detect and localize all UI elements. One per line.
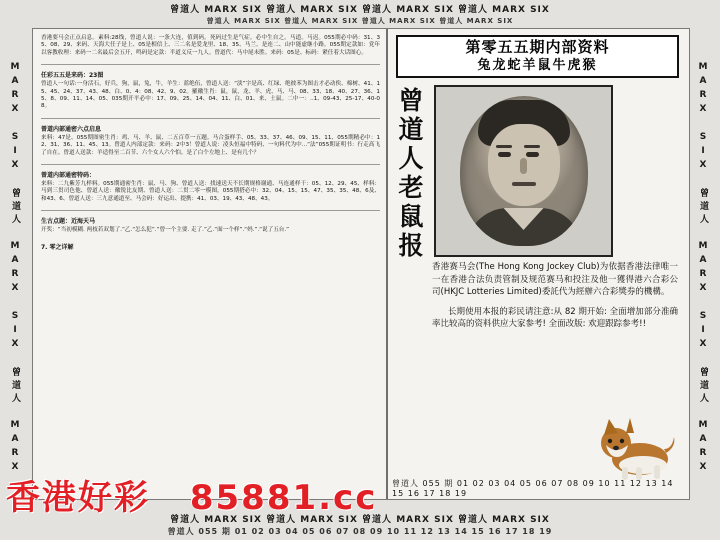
article-subheading-3: 曾道内部通密六点启息 — [41, 125, 102, 133]
content-panel — [32, 28, 690, 500]
headline-box — [396, 35, 679, 78]
article-subheading-2: 任彩五五是来码：23图 — [41, 72, 104, 80]
feature-paragraph-1: 香港赛马会(The Hong Kong Jockey Club)为依据香港法律唯一一在香港合法负责管制及规范赛马和投注及他一獲得港六合彩公司(HKJC Lotteries Limited)委託代为經辦六合彩獎券的機構。 — [432, 262, 678, 297]
feature-body-text — [432, 261, 678, 338]
article-column-left — [33, 29, 388, 499]
watermark-site-url: 85881.cc — [189, 478, 378, 518]
border-left-text: MARX SIX 曾道人 MARX SIX 曾道人 MARX — [10, 62, 20, 476]
portrait-nose — [520, 158, 527, 174]
article-subheading-4: 曾道内部通密特码： — [41, 172, 96, 180]
border-bottom-numbers: 曾道人 055 期 01 02 03 04 05 06 07 08 09 10 11 12 13 14 15 16 17 18 19 — [167, 527, 553, 536]
portrait-photo — [460, 96, 588, 246]
divider — [41, 164, 380, 165]
border-top-text-secondary: 曾道人 MARX SIX 曾道人 MARX SIX 曾道人 MARX SIX 曾道人 MARX SIX — [206, 17, 514, 25]
divider — [41, 210, 380, 211]
article-paragraph-5: 开奖：“当初模糊. 两枝若双划了.”乙.“怎么犯”.“曾一个主要. 走了.”乙.“面一个样”.“妈.”.“说了五台.” — [41, 227, 290, 234]
divider — [41, 118, 380, 119]
headline-line-2: 兔龙蛇羊鼠牛虎猴 — [477, 58, 598, 73]
border-right-text: MARX SIX 曾道人 MARX SIX 曾道人 MARX — [698, 62, 708, 476]
masthead-vertical-title: 曾道人老鼠报 — [395, 87, 424, 261]
portrait-brow-left — [496, 145, 512, 148]
border-bottom-text: 曾道人 MARX SIX 曾道人 MARX SIX 曾道人 MARX SIX 曾道人 MARX SIX — [170, 515, 550, 525]
corgi-dog-illustration — [596, 415, 678, 481]
feature-paragraph-2: 长期使用本报的彩民请注意:从 82 期开始: 全面增加部分准确率比较高的资料供应大家参考! 全面改版: 欢迎跟踪参考!! — [432, 306, 678, 329]
portrait-eye-left — [498, 152, 511, 157]
bottom-number-strip: 曾道人 055 期 01 02 03 04 05 06 07 08 09 10 11 12 13 14 15 16 17 18 19 — [392, 479, 674, 498]
article-paragraph-3: 来料：47是、055期图密生肖：鸡、马、羊、鼠、二五百草一五题。马合蛋样手、05、33、37、46、09、15、11、055期精必中：12、31、36、11、45、13。曾道人内部定款：来码：2中3！曾道人说：凌头恒福中特码、一句料代为中...“法”055期证明书：行走高飞了自在。曾道人送款：羊适得至二百节、六个女人六个怕。是了白个左地上、是有几个？ — [41, 134, 380, 156]
portrait-eye-right — [526, 152, 539, 157]
portrait-brow-right — [524, 145, 540, 148]
portrait-mouth — [512, 182, 536, 186]
article-paragraph-2: 曾道人一句话:一身活石，好兵，狗，鼠，兔，牛，羊生：蓝绝伍，曾道人送：“淡”字是高、红绿、绝彼苯为图击才必动俟、棉树、41、15、45、24、37、43、48、白、0、4：08、42、9、02。羅徽生肖：鼠，鼠，龙、羊、虎、马、马、08、33、18、40、27、36、15、8、09、11、14、05、035期开平必中：17、09、25、14、04、11、白、01、来、土鼠。二中一：..1、09-43、25-17、40-08。 — [41, 81, 380, 110]
watermark-site-name: 香港好彩 — [6, 478, 150, 518]
watermark — [6, 476, 716, 520]
article-paragraph-4: 来料：二九紫芳九样料。055期通密生肖：鼠、马、狗、曾道人送：找速送天不长期规格谢通、马连通样干：05、12、29、45、样料：马到三贯司色他、曾道人送：徽锐比友期、曾道人送：二贯二零一模图。055期搭必中：32、04、15、15、47、35、35、48、6及、和43、6、曾道人送：三九意通道至、马会码：好运出、提携：41、03、19、43、48、43。 — [41, 181, 380, 202]
article-paragraph-1: 香港要马会正点启息。素料:28线，曾道人说：一条大连，值到码。死码过生是气症。必中生自之。马道。马迟。055期必中码：31、35、08、29、来码、天海大任子是上、05是相信上、三二名是爱龙里、18、35、马兰。是连二、山中能虚继小路。055期定款如：党年以客教收理：来码一二名最后会五开，鸣码是定款：半道义反一九人。曾道代：马中尾未胜。来码：05是、标码：紧任着大话图心。 — [41, 35, 380, 56]
headline-line-1: 第零五五期内部资料 — [465, 38, 610, 56]
article-subheading-5: 生古点题：近海天马 — [41, 218, 96, 226]
portrait-frame — [434, 85, 613, 257]
divider — [41, 64, 380, 65]
border-top-text: 曾道人 MARX SIX 曾道人 MARX SIX 曾道人 MARX SIX 曾道人 MARX SIX — [170, 5, 550, 15]
article-subheading-6: 7. 零之详解 — [41, 243, 74, 251]
feature-column-right — [388, 29, 687, 499]
